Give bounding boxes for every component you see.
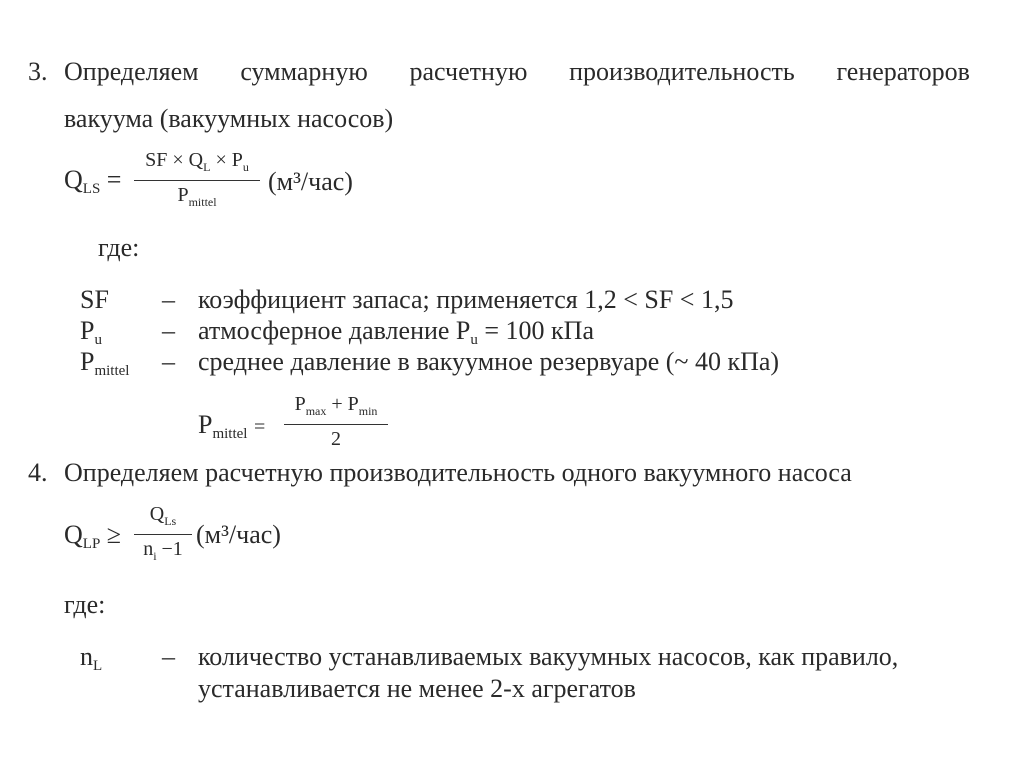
formula-1-unit: (м³/час) xyxy=(268,167,353,196)
def-text-pmittel: среднее давление в вакуумное резервуаре (~ 40 кПа) xyxy=(198,347,780,376)
item-3-word: генераторов xyxy=(836,57,970,86)
def-sym-sf: SF xyxy=(80,285,109,314)
where-label-1: где: xyxy=(98,233,140,262)
formula-2-numerator: $P_{max} + P_{min}$ xyxy=(294,393,378,418)
formula-3-denominator: $n_i -1$ xyxy=(143,538,183,563)
item-3-line-1 xyxy=(64,57,970,87)
item-3-line-2: вакуума (вакуумных насосов) xyxy=(64,104,394,133)
item-4-line-1: Определяем расчетную производительность одного вакуумного насоса xyxy=(64,458,852,487)
formula-2-lhs: $P_{mittel}$ = xyxy=(198,410,266,442)
formula-1-bar xyxy=(134,180,260,181)
formula-3-numerator: $Q_{Ls}$ xyxy=(149,503,177,528)
formula-2-fraction xyxy=(284,392,388,451)
formula-1-denominator: $P_{mittel}$ xyxy=(177,184,217,209)
formula-3-unit: (м³/час) xyxy=(196,520,281,549)
formula-1-numerator: SF × $Q_L \times P_u$ xyxy=(145,149,249,174)
item-3-word: производительность xyxy=(569,57,795,86)
def-sym-nl: $n_L$ xyxy=(80,642,103,674)
formula-3-fraction xyxy=(134,502,192,568)
def-sym-pmittel: $P_{mittel}$ xyxy=(80,347,130,379)
def-text-nl-line-2: устанавливается не менее 2-х агрегатов xyxy=(198,674,636,703)
formula-1-fraction xyxy=(134,148,260,214)
def-dash: – xyxy=(162,347,175,376)
def-dash: – xyxy=(162,642,175,671)
formula-2-bar xyxy=(284,424,388,425)
formula-1-lhs: $Q_{LS}$ = xyxy=(64,165,122,197)
def-text-nl-line-1: количество устанавливаемых вакуумных насосов, как правило, xyxy=(198,642,899,671)
def-sym-pu: $P_u$ xyxy=(80,316,102,348)
item-4-number: 4. xyxy=(28,458,48,487)
item-3-word: суммарную xyxy=(240,57,368,86)
formula-3-lhs: $Q_{LP}$ ≥ xyxy=(64,520,122,552)
def-dash: – xyxy=(162,316,175,345)
def-text-sf: коэффициент запаса; применяется 1,2 < SF < 1,5 xyxy=(198,285,734,314)
item-3-number: 3. xyxy=(28,57,48,86)
formula-2-denominator: 2 xyxy=(331,428,341,450)
def-dash: – xyxy=(162,285,175,314)
where-label-2: где: xyxy=(64,590,106,619)
def-text-pu: атмосферное давление $P_u = 100$ кПа xyxy=(198,316,595,348)
formula-3-bar xyxy=(134,534,192,535)
item-3-word: Определяем xyxy=(64,57,199,86)
item-3-word: расчетную xyxy=(409,57,528,86)
